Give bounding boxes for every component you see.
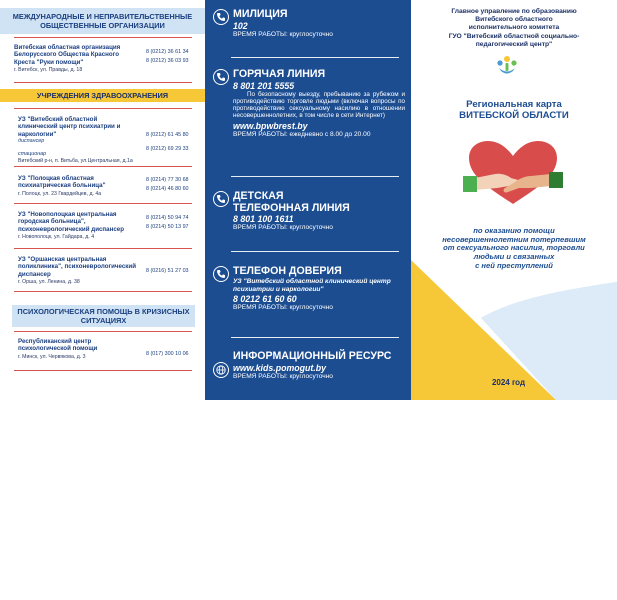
work-hours: ВРЕМЯ РАБОТЫ: круглосуточно bbox=[233, 372, 333, 380]
phone-number: 8 (0214) 50 94 74 bbox=[146, 215, 189, 221]
trust-line-block bbox=[213, 266, 405, 312]
org-name: УЗ "Новополоцкая центральная городская больница", психоневрологический диспансер bbox=[18, 211, 125, 233]
divider bbox=[14, 291, 192, 292]
org-sub: диспансер bbox=[18, 138, 45, 145]
divider bbox=[231, 251, 399, 252]
section-title: ИНФОРМАЦИОННЫЙ РЕСУРС bbox=[233, 350, 392, 362]
divider bbox=[231, 337, 399, 338]
health-entry bbox=[18, 175, 196, 198]
phone-icon bbox=[213, 191, 229, 207]
phone-icon bbox=[213, 9, 229, 25]
divider bbox=[14, 108, 192, 109]
website-link[interactable]: www.kids.pomogut.by bbox=[233, 362, 327, 373]
crisis-entry bbox=[18, 338, 196, 361]
divider bbox=[14, 82, 192, 83]
divider bbox=[231, 57, 399, 58]
phone-number: 8 (0212) 61 45 80 bbox=[146, 132, 189, 138]
brochure-title: Региональная карта ВИТЕБСКОЙ ОБЛАСТИ bbox=[459, 99, 569, 121]
phone-number: 8 (0216) 51 27 03 bbox=[146, 268, 189, 274]
phone-number: 8 (0212) 69 29 33 bbox=[146, 146, 189, 152]
left-panel bbox=[0, 0, 205, 400]
header-text: Главное управление по образованию Витебского областного исполнительного комитета ГУО "Витебский областной социально- педагогический центр" bbox=[448, 8, 580, 49]
work-hours: ВРЕМЯ РАБОТЫ: круглосуточно bbox=[233, 303, 333, 311]
crisis-header: ПСИХОЛОГИЧЕСКАЯ ПОМОЩЬ В КРИЗИСНЫХ СИТУАЦИЯХ bbox=[12, 305, 195, 327]
phone-icon bbox=[213, 69, 229, 85]
trust-org: УЗ "Витебский областной клинический центр психиатрии и наркологии" bbox=[233, 277, 391, 293]
phone-number: 8 (0214) 77 30 68 bbox=[146, 177, 189, 183]
org-sub: стационар bbox=[18, 151, 47, 158]
globe-icon bbox=[213, 362, 229, 378]
phone-number: 8 801 201 5555 bbox=[233, 80, 295, 91]
children-line-block bbox=[213, 191, 405, 232]
org-name: УЗ "Витебский областной клинический центр психиатрии и наркологии" bbox=[18, 116, 121, 138]
phone-number: 8 (0214) 46 80 60 bbox=[146, 186, 189, 192]
org-address: г. Орша, ул. Ленина, д. 38 bbox=[18, 279, 80, 286]
divider bbox=[14, 203, 192, 204]
org-name: УЗ "Полоцкая областная психиатрическая больница" bbox=[18, 175, 106, 190]
middle-panel bbox=[205, 0, 411, 400]
section-title: ТЕЛЕФОН ДОВЕРИЯ bbox=[233, 265, 342, 277]
info-resource-block bbox=[213, 351, 405, 381]
ngo-header: МЕЖДУНАРОДНЫЕ И НЕПРАВИТЕЛЬСТВЕННЫЕ ОБЩЕСТВЕННЫЕ ОРГАНИЗАЦИИ bbox=[0, 8, 205, 34]
year-label: 2024 год bbox=[491, 378, 526, 387]
org-address: г. Новополоцк, ул. Гайдара, д. 4 bbox=[18, 234, 95, 241]
heart-hands-icon bbox=[461, 138, 565, 208]
health-entry bbox=[18, 211, 196, 241]
divider bbox=[14, 37, 192, 38]
phone-number: 8 801 100 1611 bbox=[233, 214, 294, 224]
org-address: г. Витебск, ул. Правды, д. 18 bbox=[14, 67, 83, 74]
org-address: г. Минск, ул. Червякова, д. 3 bbox=[18, 353, 86, 360]
phone-number: 8 (017) 300 10 06 bbox=[146, 351, 189, 357]
website-link[interactable]: www.bpwbrest.by bbox=[233, 121, 308, 132]
phone-number: 102 bbox=[233, 20, 248, 31]
divider bbox=[14, 370, 192, 371]
divider bbox=[14, 248, 192, 249]
right-panel bbox=[411, 0, 617, 400]
ngo-entry bbox=[14, 44, 192, 74]
phone-number: 8 (0212) 36 03 93 bbox=[146, 58, 189, 64]
health-entry bbox=[18, 116, 196, 165]
work-hours: ВРЕМЯ РАБОТЫ: круглосуточно bbox=[233, 224, 333, 231]
org-name: Республиканский центр психологической помощи bbox=[18, 338, 98, 353]
divider bbox=[14, 331, 192, 332]
health-header: УЧРЕЖДЕНИЯ ЗДРАВООХРАНЕНИЯ bbox=[0, 89, 205, 102]
hotline-block bbox=[213, 69, 405, 139]
divider bbox=[231, 176, 399, 177]
phone-icon bbox=[213, 266, 229, 282]
divider bbox=[14, 166, 192, 167]
militia-block bbox=[213, 9, 405, 39]
phone-number: 8 (0214) 50 13 97 bbox=[146, 224, 189, 230]
work-hours: ВРЕМЯ РАБОТЫ: круглосуточно bbox=[233, 30, 333, 38]
brochure-description: по оказанию помощи несовершеннолетним потерпевшим от сексуального насилия, торговли людьми и связанных с ней преступлений bbox=[442, 226, 586, 270]
org-address: г. Полоцк, ул. 23 Гвардейцев, д. 4а bbox=[18, 190, 102, 197]
health-entry bbox=[18, 256, 196, 286]
phone-number: 8 (0212) 36 61 34 bbox=[146, 49, 189, 55]
phone-number: 8 0212 61 60 60 bbox=[233, 293, 297, 304]
org-name: Витебская областная организация Белорусского Общества Красного Креста "Руки помощи" bbox=[14, 44, 121, 66]
hotline-description: По безопасному выезду, пребыванию за рубежом и противодействию торговле людьми (включая вопросы по противодействию сексуальному насилию в отношении несовершеннолетних, в том числе в сети Интернет) bbox=[233, 90, 405, 120]
section-title: ГОРЯЧАЯ ЛИНИЯ bbox=[233, 68, 326, 80]
org-name: УЗ "Оршанская центральная поликлиника", психоневрологический диспансер bbox=[18, 256, 136, 278]
center-logo-icon bbox=[495, 55, 519, 77]
work-hours: ВРЕМЯ РАБОТЫ: ежедневно с 8.00 до 20.00 bbox=[233, 131, 371, 139]
section-title: ТЕЛЕФОННАЯ ЛИНИЯ bbox=[233, 201, 350, 214]
org-address: Витебский р-н, п. Витьба, ул.Центральная, д.1а bbox=[18, 158, 133, 165]
section-title: ДЕТСКАЯ bbox=[233, 190, 284, 202]
section-title: МИЛИЦИЯ bbox=[233, 8, 288, 20]
